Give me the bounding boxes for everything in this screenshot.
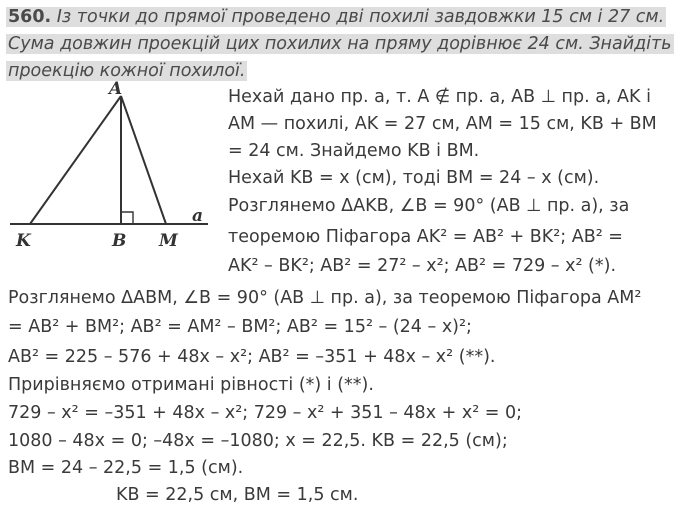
problem-statement	[6, 4, 690, 85]
label-M: M	[159, 231, 178, 251]
solution-line: 1080 – 48x = 0; –48x = –1080; x = 22,5. KB = 22,5 (см);	[8, 431, 508, 451]
problem-highlight	[6, 7, 674, 81]
solution-line: AB² = 225 – 576 + 48x – x²; AB² = –351 + 48x – x² (**).	[8, 347, 496, 367]
solution-line: Прирівняємо отримані рівності (*) і (**).	[8, 375, 374, 395]
solution-line: = AB² + BM²; AB² = AM² – BM²; AB² = 15² – (24 – x)²;	[8, 317, 472, 337]
segment-AM	[121, 96, 166, 224]
right-angle-mark	[121, 212, 133, 224]
geometry-figure	[6, 80, 216, 255]
solution-line: теоремою Піфагора AK² = AB² + BK²; AB² =	[228, 227, 623, 247]
solution-line: 729 – x² = –351 + 48x – x²; 729 – x² + 351 – 48x + x² = 0;	[8, 403, 523, 423]
solution-line: AM — похилі, AK = 27 см, AM = 15 см, KB + BM	[228, 114, 657, 134]
solution-line: Нехай KB = x (см), тоді BM = 24 – x (см).	[228, 168, 600, 188]
problem-text: Із точки до прямої проведено дві похилі завдовжки 15 см і 27 см. Сума довжин проекцій цих похилих на пряму дорівнює 24 см. Знайдіть проекцію кожної похилої.	[8, 7, 672, 81]
solution-line: AK² – BK²; AB² = 27² – x²; AB² = 729 – x² (*).	[228, 256, 617, 276]
solution-line: Нехай дано пр. a, т. A ∉ пр. a, AB ⊥ пр. a, AK і	[228, 87, 651, 107]
solution-line: = 24 см. Знайдемо KB і BM.	[228, 141, 480, 161]
label-a: a	[192, 206, 204, 226]
answer-line: KB = 22,5 см, BM = 1,5 см.	[116, 485, 359, 505]
segment-AK	[30, 96, 121, 224]
problem-number: 560.	[8, 7, 52, 27]
solution-line: Розглянемо ΔABM, ∠B = 90° (AB ⊥ пр. a), за теоремою Піфагора AM²	[8, 288, 642, 308]
label-B: B	[112, 231, 127, 251]
label-A: A	[109, 80, 123, 99]
label-K: K	[16, 231, 31, 251]
solution-line: Розглянемо ΔAKB, ∠B = 90° (AB ⊥ пр. a), за	[228, 196, 630, 216]
solution-line: BM = 24 – 22,5 = 1,5 (см).	[8, 458, 244, 478]
